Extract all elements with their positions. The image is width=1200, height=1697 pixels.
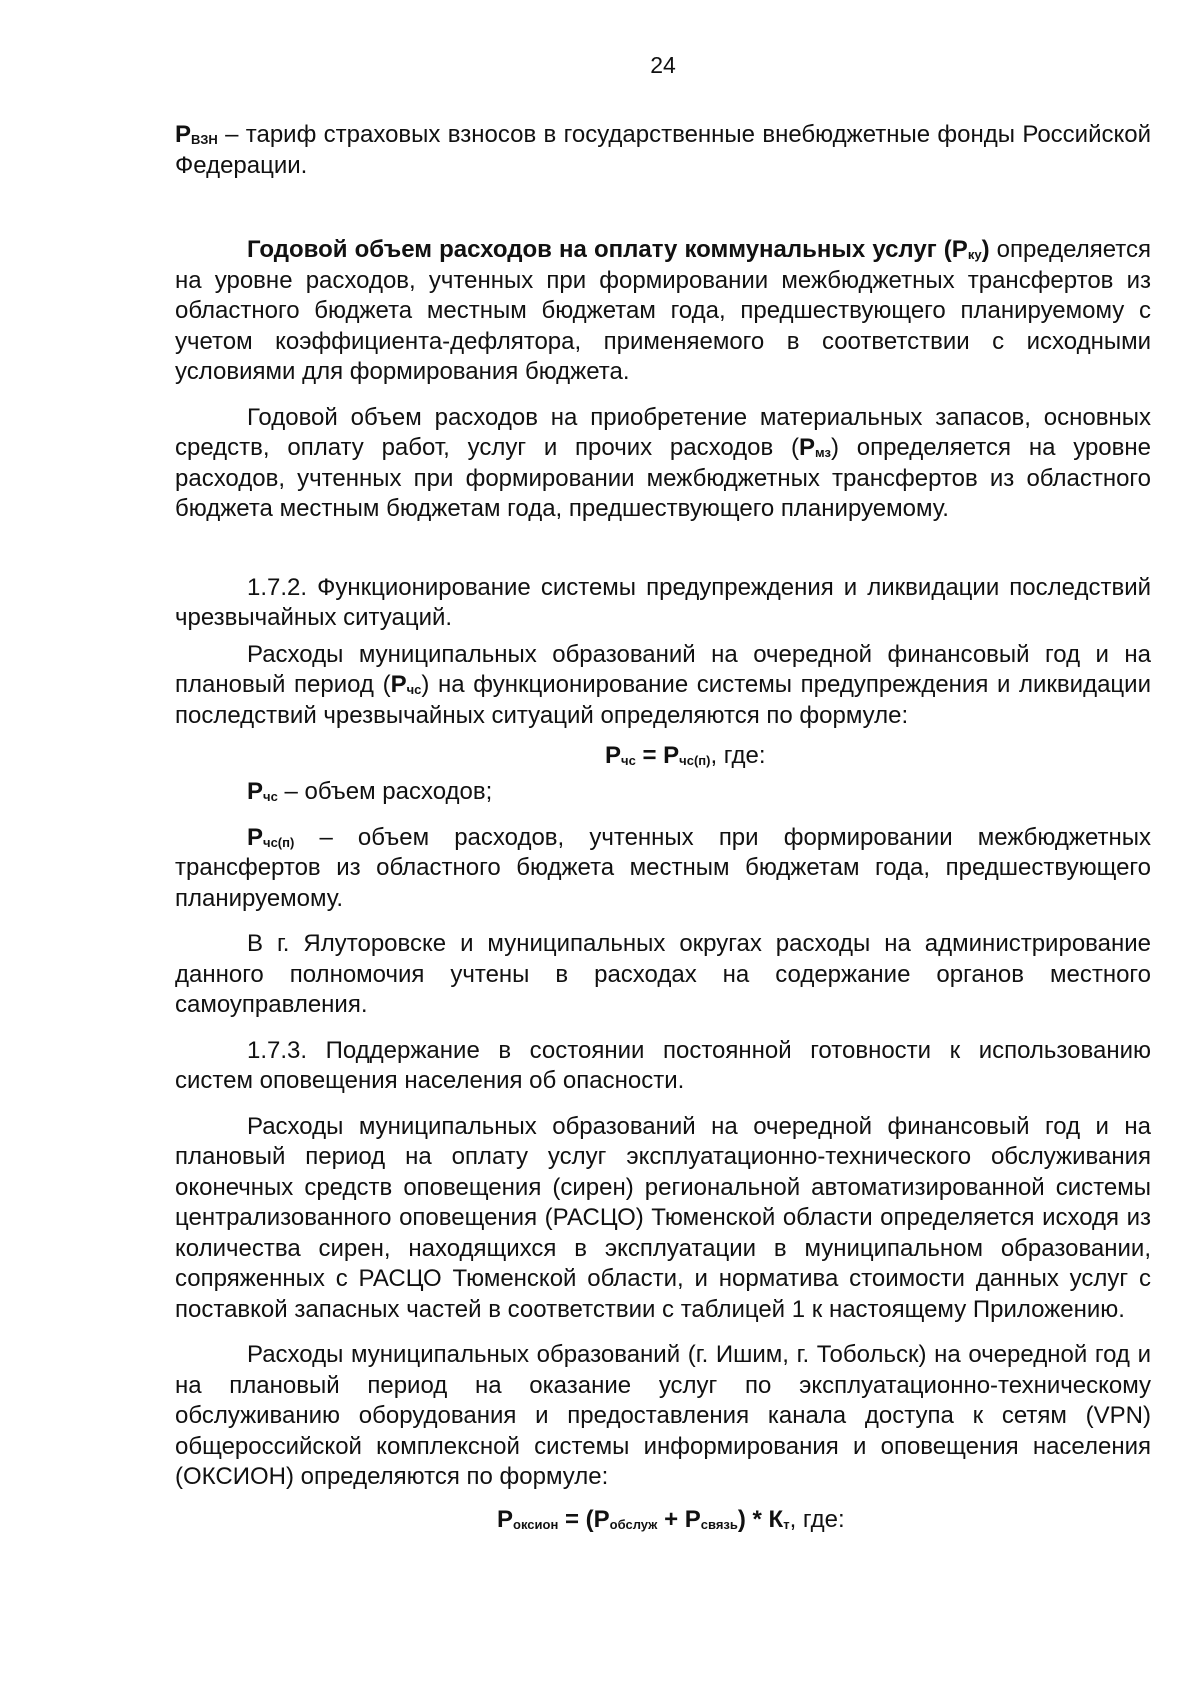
- symbol-r: [175, 121, 218, 148]
- symbol-letter: Р: [684, 1505, 701, 1533]
- paragraph-text: определяется на уровне расходов, учтенных при формировании межбюджетных трансфертов из областного бюджета местным бюджетам года, предшествующего планируемому с учетом коэффициента-дефлятора, применяемого в соответствии с исходными условиями для формирования бюджета.: [175, 236, 1151, 385]
- symbol-subscript: чс(п): [263, 834, 295, 850]
- symbol-subscript: чс: [621, 753, 636, 768]
- document-page: [175, 50, 1151, 1535]
- paragraph-rchsp-definition: [175, 823, 1151, 915]
- symbol-subscript: ку: [967, 247, 982, 262]
- bold-lead: [247, 236, 990, 263]
- formula-operator: +: [657, 1505, 685, 1533]
- paragraph-text: Годовой объем расходов на приобретение материальных запасов, основных средств, оплату работ, услуг и прочих расходов (: [175, 403, 1151, 461]
- symbol-letter: Р: [247, 823, 264, 851]
- symbol-r: [247, 824, 294, 851]
- symbol-letter: Р: [497, 1505, 514, 1533]
- symbol-letter: Р: [799, 434, 816, 461]
- symbol-letter: Р: [390, 671, 407, 698]
- paragraph-text: – объем расходов, учтенных при формировании межбюджетных трансфертов из областного бюджета местным бюджетам года, предшествующего планируемому.: [175, 823, 1151, 912]
- paragraph-text: ) на функционирование системы предупреждения и ликвидации последствий чрезвычайных ситуаций определяются по формуле:: [175, 671, 1151, 729]
- symbol-subscript: обслуж: [609, 1516, 658, 1532]
- formula-tail: , где:: [789, 1505, 845, 1533]
- symbol-subscript: т: [783, 1516, 790, 1532]
- formula-operator: =: [635, 742, 664, 769]
- symbol-letter: Р: [175, 121, 192, 148]
- formula-lhs: [605, 742, 710, 769]
- symbol-subscript: мз: [815, 445, 831, 460]
- formula-tail: , где:: [710, 742, 766, 769]
- formula-oksion: [175, 1505, 1151, 1535]
- formula-operator: ) *: [737, 1505, 769, 1533]
- paragraph-material-reserves: [175, 403, 1151, 525]
- symbol-subscript: оксион: [513, 1516, 559, 1532]
- symbol-subscript: ВЗН: [191, 132, 218, 147]
- symbol-letter: Р: [663, 742, 680, 769]
- symbol-letter: Р: [593, 1505, 610, 1533]
- paragraph-yalutorovsk: В г. Ялуторовске и муниципальных округах расходы на администрирование данного полномочия учтены в расходах на содержание органов местного самоуправления.: [175, 930, 1151, 1018]
- paragraph-text: Расходы муниципальных образований на очередной финансовый год и на плановый период (: [175, 640, 1151, 698]
- symbol-letter: Р: [247, 778, 264, 805]
- paragraph-emergency-expenses: [175, 640, 1151, 732]
- paragraph-rvzn-definition: [175, 120, 1151, 181]
- formula-operator: = (: [558, 1505, 594, 1533]
- symbol-subscript: чс: [406, 682, 422, 697]
- section-heading-1-7-2: 1.7.2. Функционирование системы предупреждения и ликвидации последствий чрезвычайных ситуаций.: [175, 573, 1151, 631]
- bold-lead-text: Годовой объем расходов на оплату коммунальных услуг (Р: [247, 236, 968, 263]
- paragraph-utilities-volume: [175, 235, 1151, 388]
- paragraph-text: – тариф страховых взносов в государственные внебюджетные фонды Российской Федерации.: [175, 121, 1151, 179]
- symbol-r: [247, 778, 278, 805]
- formula-emergency: [175, 741, 1151, 771]
- bold-close: ): [981, 236, 990, 263]
- paragraph-rchs-definition: [175, 777, 1151, 808]
- symbol-subscript: чс: [263, 789, 278, 804]
- symbol-subscript: связь: [700, 1516, 738, 1532]
- paragraph-text: – объем расходов;: [277, 778, 493, 805]
- symbol-r: [799, 434, 831, 461]
- paragraph-oksion-expenses: Расходы муниципальных образований (г. Ишим, г. Тобольск) на очередной год и на плановый период на оказание услуг по эксплуатационно-техническому обслуживанию оборудования и предоставления канала доступа к сетям (VPN) общероссийской комплексной системы информирования и оповещения населения (ОКСИОН) определяются по формуле:: [175, 1341, 1151, 1490]
- formula-body: [497, 1506, 790, 1533]
- symbol-letter: Р: [605, 742, 622, 769]
- paragraph-sirens-expenses: Расходы муниципальных образований на очередной финансовый год и на плановый период на оплату услуг эксплуатационно-технического обслуживания оконечных средств оповещения (сирен) региональной автоматизированной системы централизованного оповещения (РАСЦО) Тюменской области определяется исходя из количества сирен, находящихся в эксплуатации в муниципальном образовании, сопряженных с РАСЦО Тюменской области, и норматива стоимости данных услуг с поставкой запасных частей в соответствии с таблицей 1 к настоящему Приложению.: [175, 1112, 1151, 1323]
- paragraph-text: ) определяется на уровне расходов, учтенных при формировании межбюджетных трансфертов из областного бюджета местным бюджетам года, предшествующего планируемому.: [175, 434, 1151, 522]
- section-heading-1-7-3: 1.7.3. Поддержание в состоянии постоянной готовности к использованию систем оповещения населения об опасности.: [175, 1036, 1151, 1094]
- symbol-letter: К: [768, 1505, 784, 1533]
- page-number: 24: [650, 52, 676, 78]
- symbol-r: [391, 671, 422, 698]
- symbol-subscript: чс(п): [679, 753, 711, 768]
